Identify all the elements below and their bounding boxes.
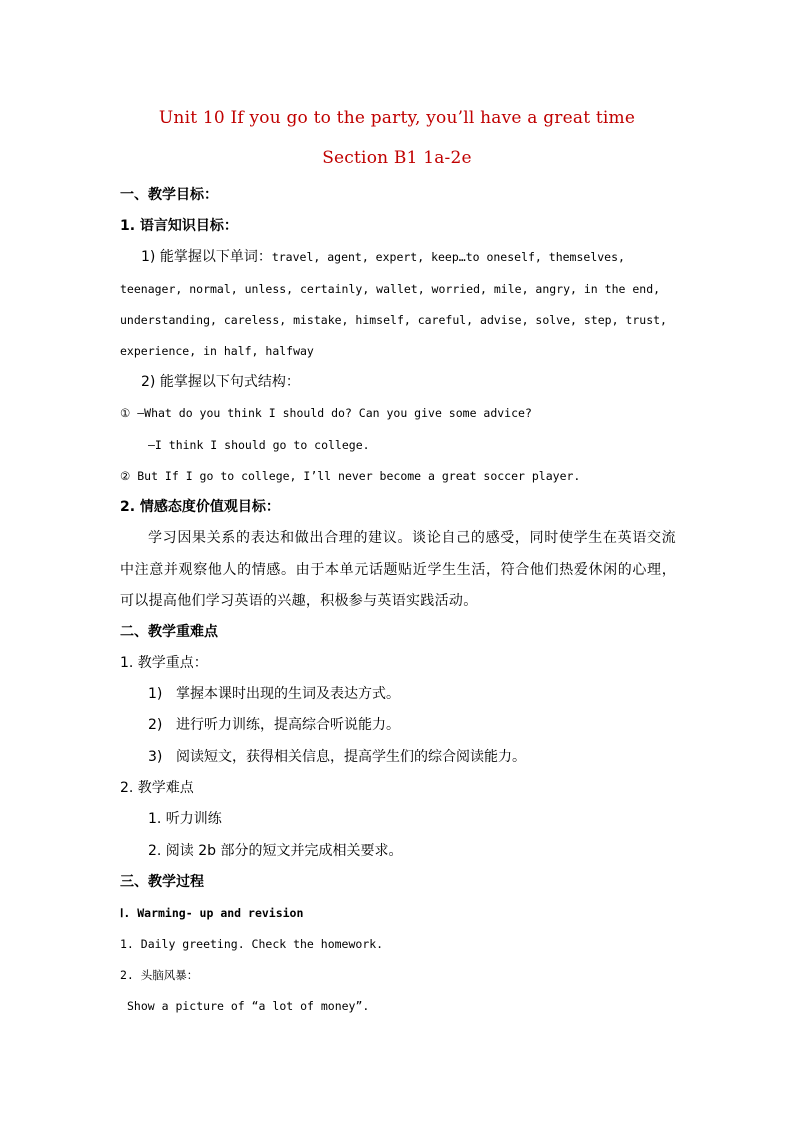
warming-up-heading: Ⅰ. Warming- up and revision: [120, 906, 304, 920]
warming-up-item-2-text: 2. 头脑风暴：: [120, 968, 199, 982]
vocab-words-3: understanding, careless, mistake, himself, careful, advise, solve, step, trust,: [120, 313, 667, 327]
key-point-2: 进行听力训练，提高综合听说能力。: [176, 717, 400, 733]
key-point-2-number: 2): [148, 717, 163, 733]
sentence-pattern-1: ① —What do you think I should do? Can you give some advice?: [120, 406, 532, 420]
section-2-2-heading: 2. 教学难点: [120, 780, 194, 796]
vocab-line: [141, 248, 625, 266]
difficulty-2: 2. 阅读 2b 部分的短文并完成相关要求。: [148, 843, 403, 859]
section-1-2-heading: 2. 情感态度价值观目标：: [120, 499, 280, 515]
section-2-1-heading: 1. 教学重点：: [120, 655, 208, 671]
emotion-goal-paragraph: 学习因果关系的表达和做出合理的建议。谈论自己的感受，同时使学生在英语交流中注意并观察他人的情感。由于本单元话题贴近学生生活，符合他们热爱休闲的心理，可以提高他们学习英语的兴趣，积极参与英语实践活动。: [120, 530, 676, 609]
section-2-heading: 二、教学重难点: [120, 624, 218, 640]
section-3-heading: 三、教学过程: [120, 874, 204, 890]
key-point-1-number: 1): [148, 686, 163, 702]
section-1-1-heading: 1. 语言知识目标：: [120, 218, 238, 234]
warming-up-item-1: 1. Daily greeting. Check the homework.: [120, 937, 384, 951]
key-point-3-number: 3): [148, 749, 163, 765]
sentence-pattern-1b: —I think I should go to college.: [148, 438, 370, 452]
sentence-pattern-label: 2) 能掌握以下句式结构：: [141, 374, 300, 390]
vocab-label: 1) 能掌握以下单词：: [141, 249, 272, 265]
section-1-heading: 一、教学目标：: [120, 187, 218, 203]
document-subtitle: Section B1 1a-2e: [322, 148, 472, 168]
vocab-words-4: experience, in half, halfway: [120, 344, 314, 358]
key-point-1: 掌握本课时出现的生词及表达方式。: [176, 686, 400, 702]
difficulty-1: 1. 听力训练: [148, 811, 222, 827]
document-title: Unit 10 If you go to the party, you’ll have a great time: [158, 108, 636, 128]
warming-up-item-2-detail: Show a picture of “a lot of money”.: [127, 999, 370, 1013]
vocab-words-1: travel, agent, expert, keep…to oneself, themselves,: [271, 250, 625, 264]
sentence-pattern-2: ② But If I go to college, I’ll never become a great soccer player.: [120, 469, 581, 483]
key-point-3: 阅读短文，获得相关信息，提高学生们的综合阅读能力。: [176, 749, 526, 765]
warming-up-item-2: [120, 966, 198, 984]
vocab-words-2: teenager, normal, unless, certainly, wallet, worried, mile, angry, in the end,: [120, 282, 661, 296]
